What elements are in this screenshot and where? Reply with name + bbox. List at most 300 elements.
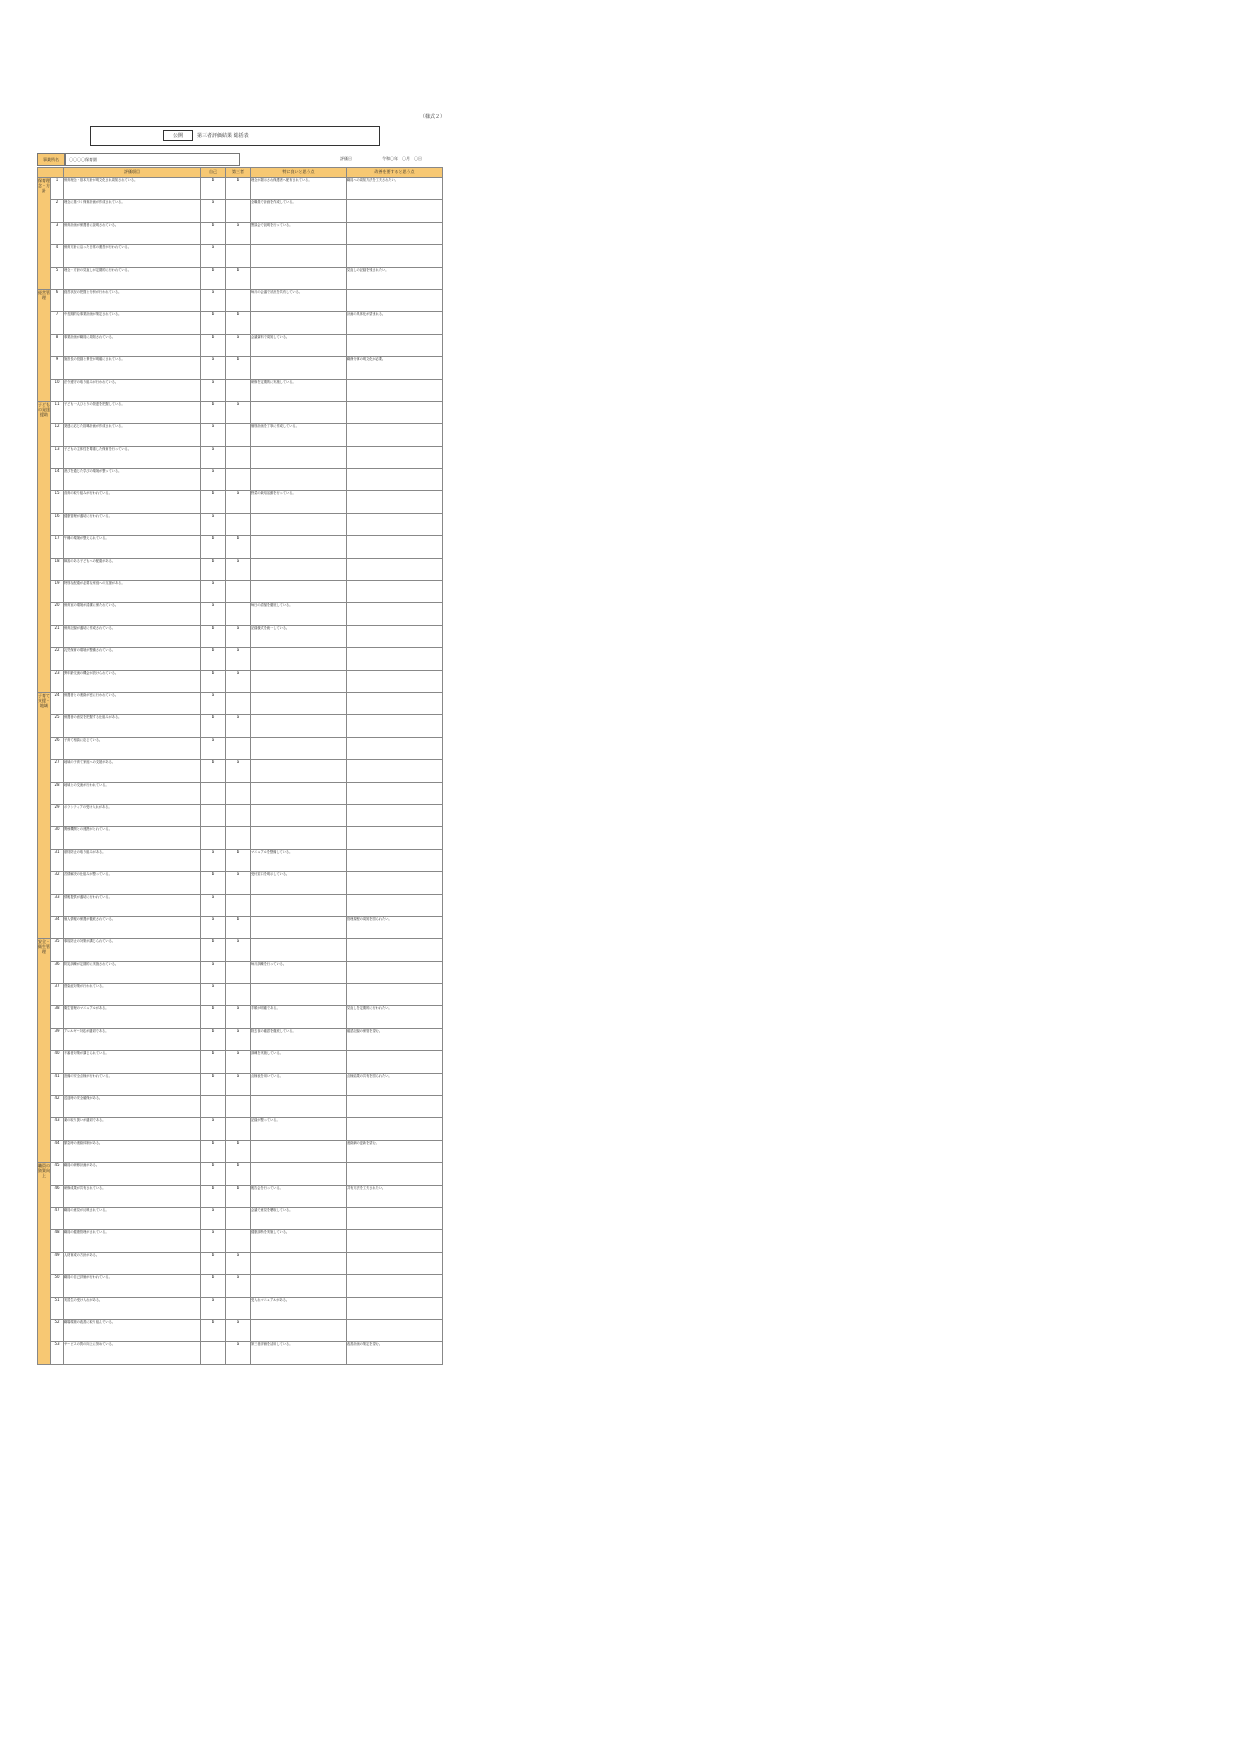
table-row: [38, 827, 443, 849]
item-text: 地域との交流が行われている。: [64, 782, 201, 804]
self-score: b: [201, 1252, 226, 1274]
item-text: 保育方針に沿った日常の運営が行われている。: [64, 245, 201, 267]
row-number: 41: [51, 1073, 64, 1095]
good-points: 会議資料で周知している。: [251, 334, 347, 356]
improvement-points: 職務分掌の明文化が必要。: [347, 357, 443, 379]
row-number: 30: [51, 827, 64, 849]
self-score: b: [201, 334, 226, 356]
third-party-score: b: [226, 178, 251, 200]
self-score: a: [201, 737, 226, 759]
row-number: 25: [51, 715, 64, 737]
row-number: 33: [51, 894, 64, 916]
third-party-score: [226, 289, 251, 311]
item-text: 遊びを通じた学びの環境が整っている。: [64, 469, 201, 491]
table-row: [38, 334, 443, 356]
third-party-score: b: [226, 1185, 251, 1207]
improvement-points: [347, 1163, 443, 1185]
improvement-points: [347, 491, 443, 513]
table-row: [38, 715, 443, 737]
improvement-points: 見直しを定期的に行われたい。: [347, 1006, 443, 1028]
self-score: b: [201, 1319, 226, 1341]
improvement-points: [347, 961, 443, 983]
table-row: [38, 760, 443, 782]
third-party-score: a: [226, 625, 251, 647]
row-number: 11: [51, 401, 64, 423]
self-score: a: [201, 513, 226, 535]
self-score: [201, 1096, 226, 1118]
table-row: [38, 782, 443, 804]
item-text: 経営状況の把握と分析が行われている。: [64, 289, 201, 311]
good-points: 研修を定期的に実施している。: [251, 379, 347, 401]
third-party-score: a: [226, 491, 251, 513]
row-number: 44: [51, 1140, 64, 1162]
third-party-score: a: [226, 670, 251, 692]
table-row: [38, 692, 443, 714]
table-row: [38, 1297, 443, 1319]
row-number: 6: [51, 289, 64, 311]
row-number: 3: [51, 222, 64, 244]
table-row: [38, 1207, 443, 1229]
table-header-row: [38, 168, 443, 178]
self-score: a: [201, 289, 226, 311]
good-points: [251, 827, 347, 849]
table-row: [38, 222, 443, 244]
self-score: b: [201, 401, 226, 423]
table-row: [38, 984, 443, 1006]
table-row: [38, 1185, 443, 1207]
row-number: 46: [51, 1185, 64, 1207]
item-text: 防災訓練が定期的に実施されている。: [64, 961, 201, 983]
improvement-points: [347, 984, 443, 1006]
third-party-score: b: [226, 357, 251, 379]
third-party-score: a: [226, 1319, 251, 1341]
table-row: [38, 401, 443, 423]
row-number: 34: [51, 916, 64, 938]
self-score: a: [201, 446, 226, 468]
good-points: [251, 670, 347, 692]
row-number: 1: [51, 178, 64, 200]
self-score: a: [201, 916, 226, 938]
date-label: 評価日: [340, 156, 352, 161]
improvement-points: [347, 513, 443, 535]
item-text: 保護者の意見を把握する仕組みがある。: [64, 715, 201, 737]
self-score: b: [201, 222, 226, 244]
self-score: b: [201, 1028, 226, 1050]
title-box: [90, 126, 380, 146]
table-row: [38, 625, 443, 647]
row-number: 4: [51, 245, 64, 267]
improvement-points: [347, 401, 443, 423]
third-party-score: b: [226, 849, 251, 871]
item-text: 保育記録が適切に作成されている。: [64, 625, 201, 647]
improvement-points: [347, 804, 443, 826]
self-score: b: [201, 1140, 226, 1162]
improvement-points: [347, 1297, 443, 1319]
self-score: [201, 782, 226, 804]
good-points: [251, 894, 347, 916]
table-row: [38, 1319, 443, 1341]
row-number: 12: [51, 424, 64, 446]
third-party-score: a: [226, 760, 251, 782]
third-party-score: [226, 1096, 251, 1118]
good-points: 記録様式を統一している。: [251, 625, 347, 647]
item-text: 保育計画が保護者に説明されている。: [64, 222, 201, 244]
good-points: 点検表を用いている。: [251, 1073, 347, 1095]
good-points: [251, 715, 347, 737]
good-points: 健康診断を実施している。: [251, 1230, 347, 1252]
table-row: [38, 312, 443, 334]
table-row: [38, 603, 443, 625]
header-third: 第三者: [226, 168, 251, 178]
table-row: [38, 670, 443, 692]
third-party-score: b: [226, 916, 251, 938]
table-row: [38, 1252, 443, 1274]
item-text: 薬の取り扱いが適切である。: [64, 1118, 201, 1140]
section-label: 子育て支援・地域: [38, 692, 51, 938]
item-text: 事業計画が職員に周知されている。: [64, 334, 201, 356]
good-points: [251, 401, 347, 423]
self-score: b: [201, 715, 226, 737]
item-text: 中長期的な事業計画が策定されている。: [64, 312, 201, 334]
self-score: b: [201, 648, 226, 670]
item-text: 研修成果が共有されている。: [64, 1185, 201, 1207]
self-score: b: [201, 939, 226, 961]
self-score: b: [201, 1275, 226, 1297]
table-row: [38, 849, 443, 871]
header-item: 評価項目: [64, 168, 201, 178]
good-points: 毎日の清掃を徹底している。: [251, 603, 347, 625]
item-text: 関係機関との連携がとれている。: [64, 827, 201, 849]
facility-info-row: [37, 153, 442, 166]
form-number: （様式２）: [420, 114, 446, 120]
self-score: b: [201, 1185, 226, 1207]
third-party-score: b: [226, 312, 251, 334]
date-value: 令和〇年 〇月 〇日: [382, 156, 422, 161]
facility-label: 事業所名: [37, 153, 65, 166]
third-party-score: [226, 1230, 251, 1252]
good-points: [251, 804, 347, 826]
improvement-points: [347, 894, 443, 916]
header-good: 特に良いと思う点: [251, 168, 347, 178]
table-row: [38, 581, 443, 603]
self-score: a: [201, 1297, 226, 1319]
improvement-points: [347, 1207, 443, 1229]
improvement-points: [347, 715, 443, 737]
table-row: [38, 424, 443, 446]
self-score: a: [201, 894, 226, 916]
improvement-points: [347, 1118, 443, 1140]
third-party-score: a: [226, 1073, 251, 1095]
improvement-points: [347, 536, 443, 558]
self-score: a: [201, 692, 226, 714]
table-row: [38, 289, 443, 311]
good-points: 懇談会で説明を行っている。: [251, 222, 347, 244]
good-points: [251, 446, 347, 468]
table-row: [38, 804, 443, 826]
facility-name: 〇〇〇〇保育園: [65, 153, 240, 166]
table-row: [38, 1073, 443, 1095]
item-text: 異年齢交流の機会が設けられている。: [64, 670, 201, 692]
evaluation-table: [37, 167, 443, 1365]
table-row: [38, 491, 443, 513]
table-row: [38, 1140, 443, 1162]
third-party-score: a: [226, 872, 251, 894]
third-party-score: [226, 1118, 251, 1140]
item-text: 緊急時の連絡体制がある。: [64, 1140, 201, 1162]
good-points: 手順が明確である。: [251, 1006, 347, 1028]
improvement-points: [347, 558, 443, 580]
table-row: [38, 245, 443, 267]
row-number: 28: [51, 782, 64, 804]
third-party-score: a: [226, 648, 251, 670]
self-score: a: [201, 961, 226, 983]
good-points: [251, 737, 347, 759]
third-party-score: a: [226, 1028, 251, 1050]
good-points: [251, 536, 347, 558]
item-text: 人材育成の方針がある。: [64, 1252, 201, 1274]
improvement-points: [347, 939, 443, 961]
table-row: [38, 1096, 443, 1118]
item-text: 送迎時の安全確保がある。: [64, 1096, 201, 1118]
item-text: 感染症対策が行われている。: [64, 984, 201, 1006]
good-points: [251, 1140, 347, 1162]
table-row: [38, 939, 443, 961]
item-text: アレルギー対応が適切である。: [64, 1028, 201, 1050]
self-score: a: [201, 1230, 226, 1252]
header-no: [38, 168, 64, 178]
item-text: 職員の意見が反映されている。: [64, 1207, 201, 1229]
row-number: 16: [51, 513, 64, 535]
item-text: 健康管理が適切に行われている。: [64, 513, 201, 535]
third-party-score: a: [226, 1051, 251, 1073]
self-score: [201, 827, 226, 849]
third-party-score: [226, 737, 251, 759]
row-number: 45: [51, 1163, 64, 1185]
third-party-score: [226, 827, 251, 849]
improvement-points: [347, 827, 443, 849]
good-points: [251, 916, 347, 938]
item-text: 職員の研修計画がある。: [64, 1163, 201, 1185]
table-row: [38, 200, 443, 222]
self-score: a: [201, 424, 226, 446]
table-row: [38, 1118, 443, 1140]
third-party-score: b: [226, 536, 251, 558]
improvement-points: 改善計画の策定を望む。: [347, 1342, 443, 1364]
row-number: 35: [51, 939, 64, 961]
self-score: a: [201, 984, 226, 1006]
improvement-points: [347, 670, 443, 692]
third-party-score: [226, 603, 251, 625]
improvement-points: [347, 737, 443, 759]
table-row: [38, 1051, 443, 1073]
row-number: 14: [51, 469, 64, 491]
improvement-points: 共有方法を工夫されたい。: [347, 1185, 443, 1207]
third-party-score: [226, 446, 251, 468]
item-text: 法令遵守の取り組みが行われている。: [64, 379, 201, 401]
row-number: 21: [51, 625, 64, 647]
improvement-points: 点検結果の共有を図られたい。: [347, 1073, 443, 1095]
row-number: 9: [51, 357, 64, 379]
good-points: [251, 581, 347, 603]
table-row: [38, 1275, 443, 1297]
section-label: 経営管理: [38, 289, 51, 401]
self-score: b: [201, 267, 226, 289]
good-points: 毎月の会議で状況を共有している。: [251, 289, 347, 311]
row-number: 27: [51, 760, 64, 782]
item-text: 発達に応じた指導計画が作成されている。: [64, 424, 201, 446]
good-points: 報告会を行っている。: [251, 1185, 347, 1207]
self-score: b: [201, 1051, 226, 1073]
improvement-points: [347, 424, 443, 446]
improvement-points: [347, 1051, 443, 1073]
table-row: [38, 1028, 443, 1050]
row-number: 32: [51, 872, 64, 894]
good-points: [251, 984, 347, 1006]
row-number: 8: [51, 334, 64, 356]
self-score: b: [201, 872, 226, 894]
item-text: 衛生管理のマニュアルがある。: [64, 1006, 201, 1028]
improvement-points: [347, 446, 443, 468]
improvement-points: [347, 289, 443, 311]
third-party-score: a: [226, 401, 251, 423]
self-score: b: [201, 760, 226, 782]
self-score: [201, 1342, 226, 1364]
good-points: 受付窓口を明示している。: [251, 872, 347, 894]
good-points: 理念が掲示され保護者へ配布されている。: [251, 178, 347, 200]
self-score: b: [201, 625, 226, 647]
good-points: 第三者評価を活用している。: [251, 1342, 347, 1364]
row-number: 53: [51, 1342, 64, 1364]
table-row: [38, 1342, 443, 1364]
improvement-points: [347, 1230, 443, 1252]
improvement-points: 職員への周知方法を工夫されたい。: [347, 178, 443, 200]
good-points: [251, 1319, 347, 1341]
third-party-score: a: [226, 1342, 251, 1364]
improvement-points: [347, 245, 443, 267]
section-label: 保育理念・方針: [38, 178, 51, 290]
item-text: 特別な配慮が必要な家庭への支援がある。: [64, 581, 201, 603]
self-score: a: [201, 581, 226, 603]
improvement-points: 確認記録の保管を望む。: [347, 1028, 443, 1050]
self-score: a: [201, 357, 226, 379]
item-text: 子どもの主体性を尊重した保育を行っている。: [64, 446, 201, 468]
row-number: 13: [51, 446, 64, 468]
third-party-score: [226, 379, 251, 401]
good-points: [251, 648, 347, 670]
self-score: a: [201, 379, 226, 401]
self-score: b: [201, 491, 226, 513]
third-party-score: a: [226, 558, 251, 580]
improvement-points: [347, 379, 443, 401]
self-score: a: [201, 849, 226, 871]
table-row: [38, 1163, 443, 1185]
item-text: 理念・方針の見直しが定期的に行われている。: [64, 267, 201, 289]
third-party-score: [226, 581, 251, 603]
item-text: 午睡の環境が整えられている。: [64, 536, 201, 558]
item-text: 実習生の受け入れがある。: [64, 1297, 201, 1319]
row-number: 2: [51, 200, 64, 222]
row-number: 51: [51, 1297, 64, 1319]
self-score: b: [201, 670, 226, 692]
third-party-score: b: [226, 267, 251, 289]
row-number: 40: [51, 1051, 64, 1073]
item-text: 個人情報の保護が徹底されている。: [64, 916, 201, 938]
good-points: 訓練を実施している。: [251, 1051, 347, 1073]
item-text: 職場環境の改善に取り組んでいる。: [64, 1319, 201, 1341]
header-self: 自己: [201, 168, 226, 178]
improvement-points: [347, 1275, 443, 1297]
row-number: 29: [51, 804, 64, 826]
table-row: [38, 379, 443, 401]
table-row: [38, 872, 443, 894]
self-score: a: [201, 1118, 226, 1140]
table-row: [38, 536, 443, 558]
item-text: 事故防止の対策が講じられている。: [64, 939, 201, 961]
good-points: マニュアルを整備している。: [251, 849, 347, 871]
good-points: [251, 939, 347, 961]
improvement-points: [347, 1252, 443, 1274]
third-party-score: a: [226, 1275, 251, 1297]
table-row: [38, 648, 443, 670]
third-party-score: [226, 894, 251, 916]
third-party-score: a: [226, 1252, 251, 1274]
self-score: b: [201, 536, 226, 558]
third-party-score: [226, 424, 251, 446]
good-points: 除去食の確認を徹底している。: [251, 1028, 347, 1050]
row-number: 22: [51, 648, 64, 670]
table-row: [38, 178, 443, 200]
row-number: 52: [51, 1319, 64, 1341]
self-score: b: [201, 558, 226, 580]
self-score: a: [201, 200, 226, 222]
third-party-score: a: [226, 1006, 251, 1028]
table-row: [38, 961, 443, 983]
item-text: 子ども一人ひとりの発達を把握している。: [64, 401, 201, 423]
good-points: 全職員で計画を作成している。: [251, 200, 347, 222]
good-points: [251, 245, 347, 267]
good-points: [251, 1275, 347, 1297]
row-number: 24: [51, 692, 64, 714]
self-score: a: [201, 603, 226, 625]
row-number: 18: [51, 558, 64, 580]
table-row: [38, 267, 443, 289]
self-score: b: [201, 178, 226, 200]
improvement-points: [347, 692, 443, 714]
table-row: [38, 916, 443, 938]
table-row: [38, 469, 443, 491]
row-number: 42: [51, 1096, 64, 1118]
item-text: 乳児保育の環境が整備されている。: [64, 648, 201, 670]
row-number: 15: [51, 491, 64, 513]
row-number: 39: [51, 1028, 64, 1050]
row-number: 17: [51, 536, 64, 558]
improvement-points: [347, 200, 443, 222]
improvement-points: [347, 334, 443, 356]
row-number: 38: [51, 1006, 64, 1028]
third-party-score: a: [226, 715, 251, 737]
item-text: サービスの質の向上に努めている。: [64, 1342, 201, 1364]
row-number: 26: [51, 737, 64, 759]
row-number: 48: [51, 1230, 64, 1252]
table-row: [38, 513, 443, 535]
item-text: ボランティアの受け入れがある。: [64, 804, 201, 826]
header-improve: 改善を要すると思う点: [347, 168, 443, 178]
improvement-points: [347, 581, 443, 603]
third-party-score: [226, 513, 251, 535]
item-text: 保護者との連絡が密に行われている。: [64, 692, 201, 714]
item-text: 苦情解決の仕組みが整っている。: [64, 872, 201, 894]
improvement-points: [347, 1319, 443, 1341]
